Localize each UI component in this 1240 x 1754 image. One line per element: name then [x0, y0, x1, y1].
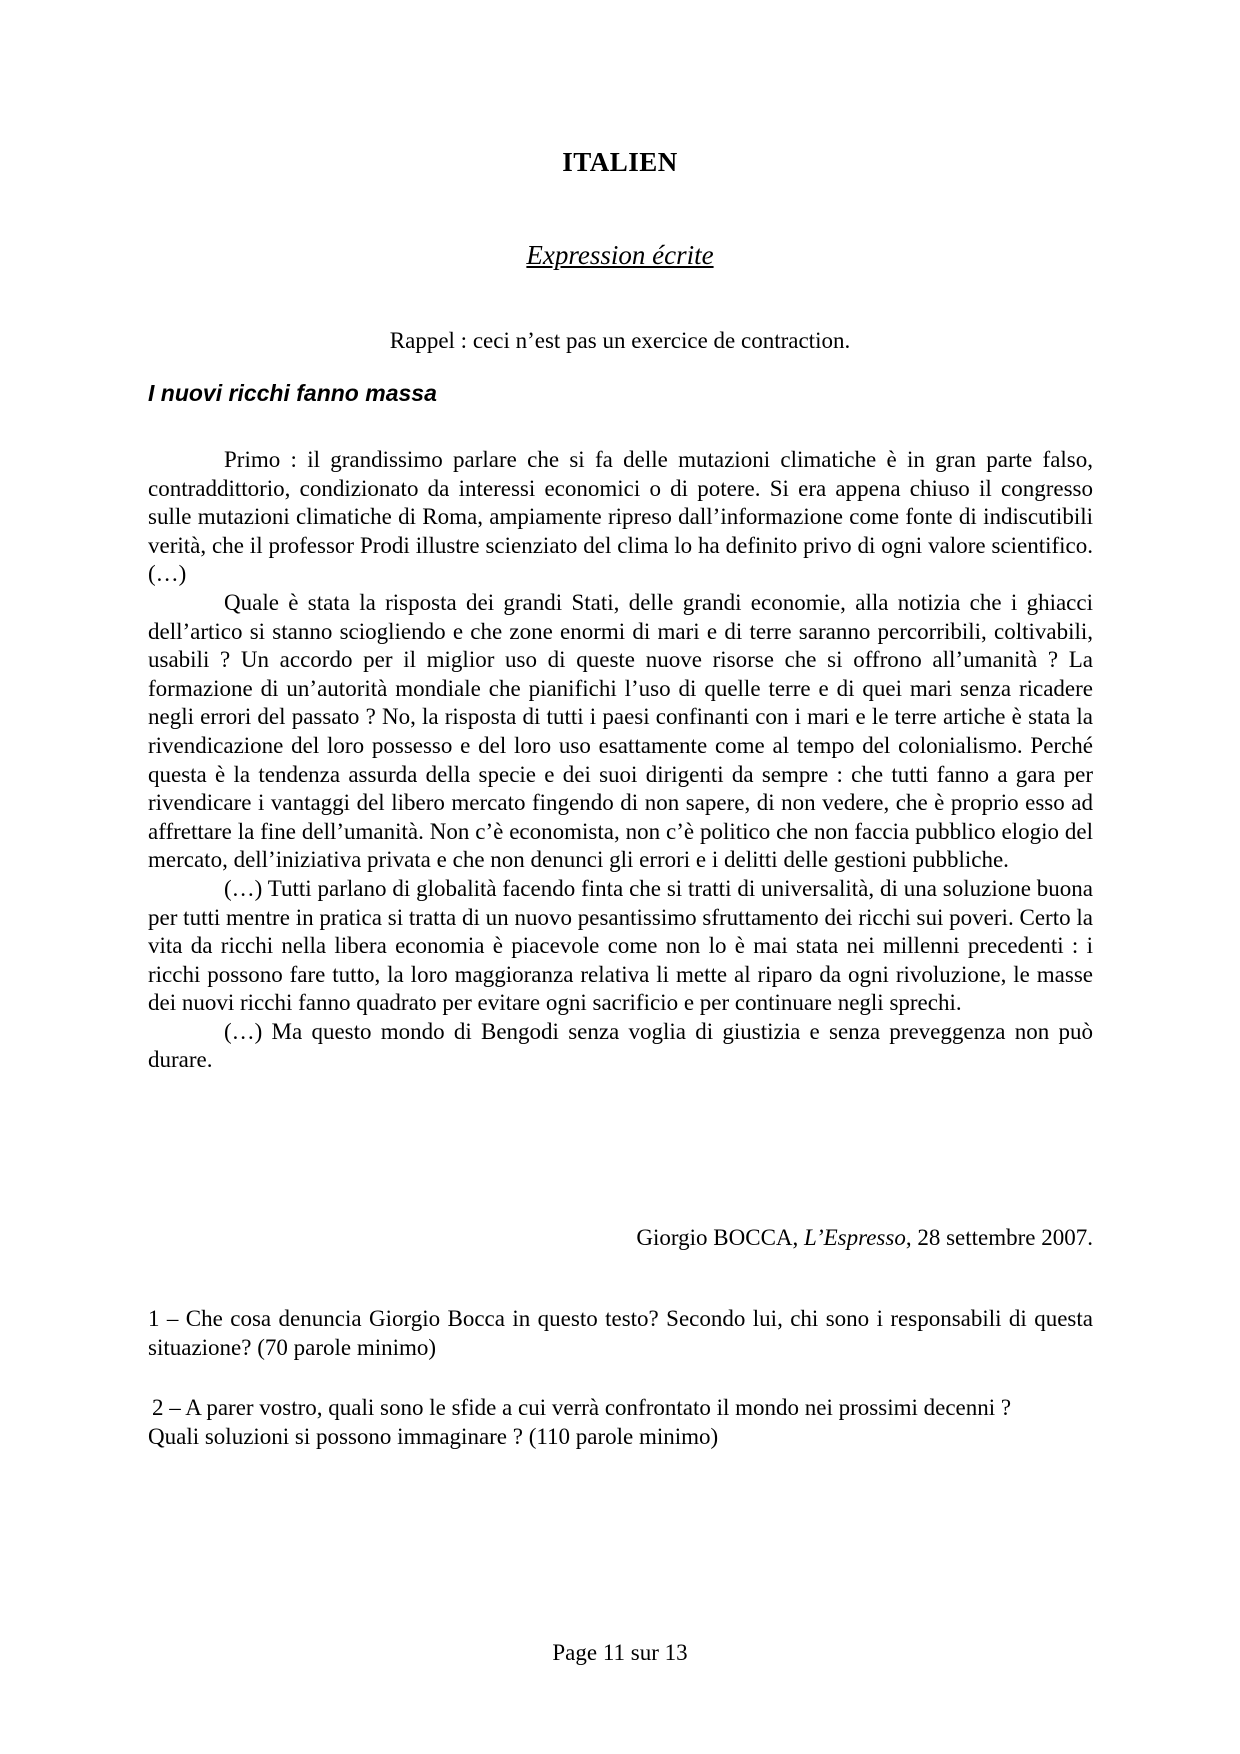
- citation-source: L’Espresso: [804, 1225, 906, 1250]
- question-1: 1 – Che cosa denuncia Giorgio Bocca in questo testo? Secondo lui, chi sono i responsabili di questa situazione? (70 parole minimo): [148, 1306, 1093, 1360]
- section-subtitle: Expression écrite: [526, 240, 714, 270]
- article-paragraph: Quale è stata la risposta dei grandi Stati, delle grandi economie, alla notizia che i ghiacci dell’artico si stanno sciogliendo e che zone enormi di mari e di terre saranno percorribili, coltivabili, usabili ? Un accordo per il miglior uso di queste nuove risorse che si offrono all’umanità ? La formazione di un’autorità mondiale che pianifichi l’uso di quelle terre e di quei mari senza ricadere negli errori del passato ? No, la risposta di tutti i paesi confinanti con i mari e le terre artiche è stata la rivendicazione del loro possesso e del loro uso esattamente come al tempo del colonialismo. Perché questa è la tendenza assurda della specie e dei suoi dirigenti da sempre : che tutti fanno a gara per rivendicare i vantaggi del libero mercato fingendo di non sapere, di non vedere, che è proprio esso ad affrettare la fine dell’umanità. Non c’è economista, non c’è politico che non faccia pubblico elogio del mercato, dell’iniziativa privata e che non denunci gli errori e i delitti delle gestioni pubbliche.: [148, 589, 1093, 873]
- article-body: [148, 446, 1093, 1075]
- question-2-line-2: Quali soluzioni si possono immaginare ? (110 parole minimo): [148, 1423, 719, 1449]
- article-paragraph: (…) Tutti parlano di globalità facendo finta che si tratti di universalità, di una soluzione buona per tutti mentre in pratica si tratta di un nuovo pesantissimo sfruttamento dei ricchi sui poveri. Certo la vita da ricchi nella libera economia è piacevole come non lo è mai stata nei millenni precedenti : i ricchi possono fare tutto, la loro maggioranza relativa li mette al riparo da ogni rivoluzione, le masse dei nuovi ricchi fanno quadrato per evitare ogni sacrificio e per continuare negli sprechi.: [148, 875, 1093, 1016]
- citation-date: , 28 settembre 2007.: [905, 1225, 1093, 1250]
- page-number: Page 11 sur 13: [552, 1640, 688, 1665]
- question-2-line-1: 2 – A parer vostro, quali sono le sfide a cui verrà confrontato il mondo nei prossimi decenni ?: [152, 1395, 1012, 1420]
- article-citation: [636, 1225, 1093, 1251]
- instruction-reminder: Rappel : ceci n’est pas un exercice de contraction.: [389, 328, 851, 353]
- article-paragraph: Primo : il grandissimo parlare che si fa delle mutazioni climatiche è in gran parte falso, contraddittorio, condizionato da interessi economici o di potere. Si era appena chiuso il congresso sulle mutazioni climatiche di Roma, ampiamente ripreso dall’informazione come fonte di indiscutibili verità, che il professor Prodi illustre scienziato del clima lo ha definito privo di ogni valore scientifico. (…): [148, 447, 1093, 587]
- page-title: ITALIEN: [562, 147, 678, 177]
- article-paragraph: (…) Ma questo mondo di Bengodi senza voglia di giustizia e senza preveggenza non può durare.: [148, 1018, 1093, 1073]
- citation-author: Giorgio BOCCA,: [636, 1225, 805, 1250]
- article-title: I nuovi ricchi fanno massa: [148, 380, 437, 406]
- question-2: [148, 1394, 1093, 1451]
